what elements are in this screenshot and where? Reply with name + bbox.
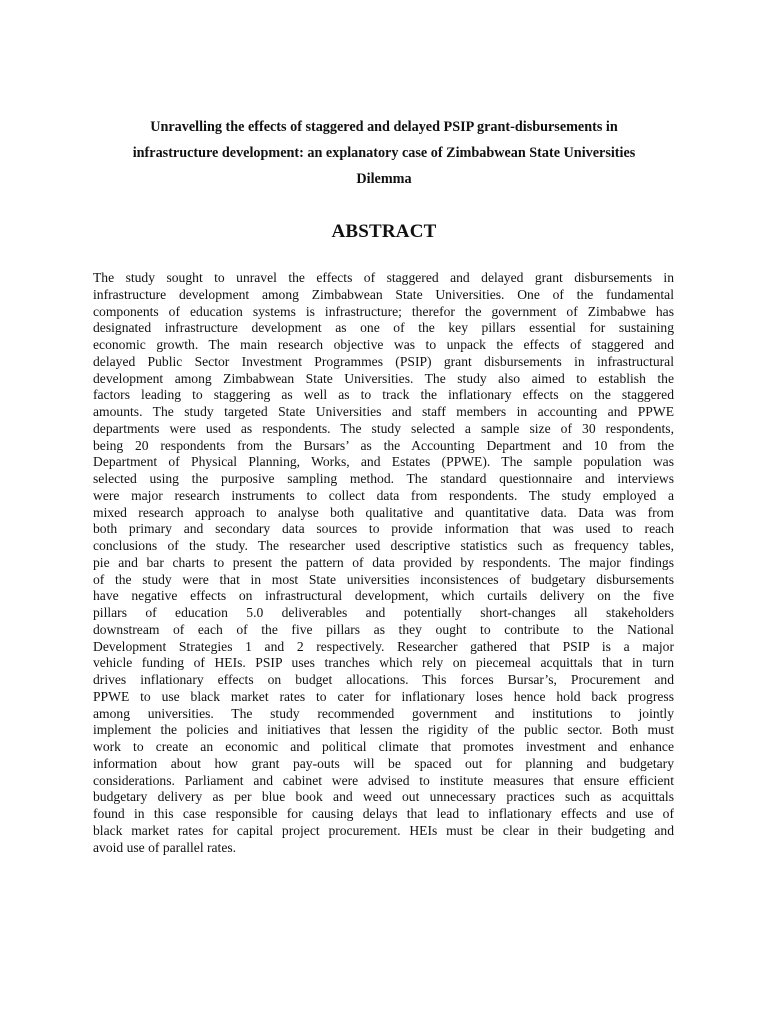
abstract-line: found in this case responsible for causing delays that lead to inflationary effects and use of	[93, 806, 674, 821]
abstract-line: work to create an economic and political climate that promotes investment and enhance	[93, 739, 674, 754]
abstract-line: have negative effects on infrastructural development, which curtails delivery on the five	[93, 588, 674, 604]
abstract-line: implement the policies and initiatives that lessen the rigidity of the public sector. Both must	[93, 722, 674, 738]
abstract-line: budgetary delivery as per blue book and weed out unnecessary practices such as acquittals	[93, 789, 674, 805]
abstract-heading: ABSTRACT	[331, 221, 437, 242]
abstract-line: The study sought to unravel the effects of staggered and delayed grant disbursements in	[93, 270, 674, 285]
abstract-line: amounts. The study targeted State Universities and staff members in accounting and PPWE	[93, 404, 674, 419]
abstract-line: black market rates for capital project procurement. HEIs must be clear in their budgeting and	[93, 822, 674, 838]
abstract-line: information about how grant pay-outs will be spaced out for planning and budgetary	[93, 755, 674, 771]
abstract-line: were major research instruments to collect data from respondents. The study employed a	[93, 487, 674, 503]
abstract-line: considerations. Parliament and cabinet were advised to institute measures that ensure efficient	[93, 772, 674, 788]
abstract-line: downstream of each of the five pillars as they ought to contribute to the National	[93, 621, 674, 637]
title-line: Unravelling the effects of staggered and delayed PSIP grant-disbursements in	[150, 119, 618, 135]
abstract-line: Development Strategies 1 and 2 respectively. Researcher gathered that PSIP is a major	[93, 638, 674, 654]
abstract-body	[93, 270, 674, 856]
abstract-line: avoid use of parallel rates.	[93, 839, 237, 855]
abstract-line: development among Zimbabwean State Universities. The study also aimed to establish the	[93, 370, 674, 386]
abstract-line: pillars of education 5.0 deliverables and potentially short-changes all stakeholders	[93, 605, 674, 620]
abstract-line: among universities. The study recommended government and institutions to jointly	[93, 705, 674, 721]
abstract-line: designated infrastructure development as one of the key pillars essential for sustaining	[93, 320, 674, 336]
title-line: Dilemma	[356, 171, 412, 187]
document-title	[100, 114, 668, 192]
title-line: infrastructure development: an explanatory case of Zimbabwean State Universities	[132, 145, 636, 161]
abstract-line: infrastructure development among Zimbabwean State Universities. One of the fundamental	[93, 286, 674, 302]
abstract-line: economic growth. The main research objective was to unpack the effects of staggered and	[93, 337, 674, 352]
abstract-line: pie and bar charts to present the pattern of data provided by respondents. The major findings	[93, 554, 674, 570]
abstract-line: conclusions of the study. The researcher used descriptive statistics such as frequency tables,	[93, 538, 674, 553]
abstract-line: mixed research approach to analyse both qualitative and quantitative data. Data was from	[93, 504, 674, 520]
abstract-line: components of education systems is infrastructure; therefor the government of Zimbabwe has	[93, 303, 674, 319]
abstract-line: vehicle funding of HEIs. PSIP uses tranches which rely on piecemeal acquittals that in turn	[93, 655, 674, 671]
abstract-line: both primary and secondary data sources to provide information that was used to reach	[93, 521, 674, 537]
abstract-line: factors leading to staggering as well as to track the inflationary effects on the staggered	[93, 387, 674, 403]
abstract-line: departments were used as respondents. The study selected a sample size of 30 respondents,	[93, 420, 674, 436]
abstract-line: being 20 respondents from the Bursars’ as the Accounting Department and 10 from the	[93, 437, 674, 453]
abstract-line: selected using the purposive sampling method. The standard questionnaire and interviews	[93, 471, 674, 486]
abstract-line: drives inflationary effects on budget allocations. This forces Bursar’s, Procurement and	[93, 672, 674, 687]
abstract-line: Department of Physical Planning, Works, and Estates (PPWE). The sample population was	[93, 454, 674, 470]
abstract-line: of the study were that in most State universities inconsistences of budgetary disbursements	[93, 571, 674, 587]
abstract-line: delayed Public Sector Investment Programmes (PSIP) grant disbursements in infrastructural	[93, 353, 674, 369]
abstract-line: PPWE to use black market rates to cater for inflationary loses hence hold back progress	[93, 688, 674, 704]
